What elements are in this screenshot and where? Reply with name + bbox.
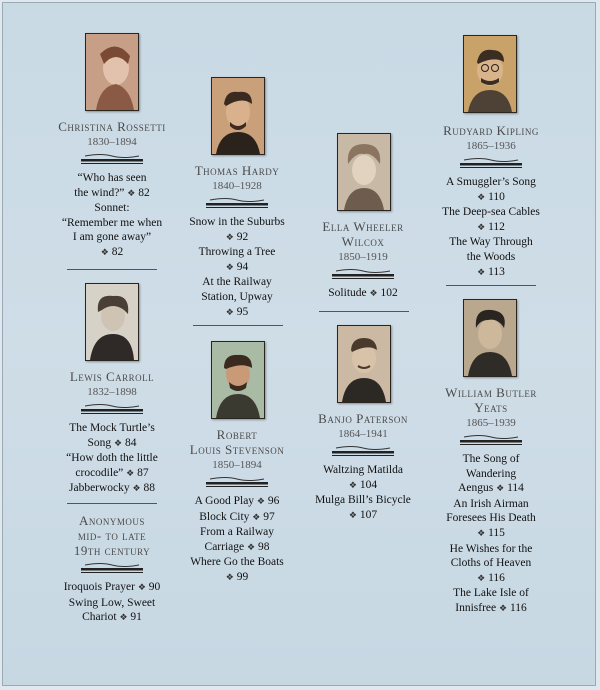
poem-list bbox=[45, 171, 179, 261]
poet-thomas-hardy bbox=[169, 163, 305, 320]
poem-entry[interactable] bbox=[421, 205, 561, 235]
poem-page: 99 bbox=[236, 570, 249, 583]
diamond-ornament-icon: ❖ bbox=[132, 484, 141, 495]
poet-name: Robert Louis Stevenson bbox=[189, 427, 285, 457]
diamond-ornament-icon: ❖ bbox=[498, 603, 508, 614]
diamond-ornament-icon: ❖ bbox=[247, 542, 256, 553]
poem-entry[interactable] bbox=[45, 451, 179, 481]
contents-page bbox=[2, 2, 596, 686]
ornamental-rule-icon bbox=[332, 268, 394, 280]
poem-page: 82 bbox=[111, 245, 124, 258]
section-divider bbox=[446, 285, 536, 286]
diamond-ornament-icon: ❖ bbox=[477, 222, 486, 233]
poem-entry[interactable] bbox=[421, 452, 561, 497]
diamond-ornament-icon: ❖ bbox=[100, 247, 109, 258]
poem-entry[interactable] bbox=[295, 463, 431, 493]
poet-name: Rudyard Kipling bbox=[443, 123, 539, 138]
rudyard-kipling-portrait bbox=[463, 35, 517, 113]
poem-page: 97 bbox=[263, 510, 275, 523]
diamond-ornament-icon: ❖ bbox=[225, 307, 234, 318]
poet-name: Lewis Carroll bbox=[69, 369, 155, 384]
section-divider bbox=[319, 311, 409, 312]
ornamental-rule-icon bbox=[81, 153, 143, 165]
poet-dates: 1865–1939 bbox=[466, 417, 516, 429]
diamond-ornament-icon: ❖ bbox=[126, 468, 135, 479]
poet-name: William Butler Yeats bbox=[445, 385, 537, 415]
poet-banjo-paterson bbox=[295, 411, 431, 523]
poem-page: 94 bbox=[236, 260, 249, 273]
thomas-hardy-portrait bbox=[211, 77, 265, 155]
poem-title: Where Go the Boats bbox=[190, 556, 284, 569]
poem-title: The Song of Wandering Aengus bbox=[458, 453, 520, 495]
poet-ella-wheeler-wilcox bbox=[295, 219, 431, 302]
diamond-ornament-icon: ❖ bbox=[477, 192, 486, 203]
poet-dates: 1832–1898 bbox=[87, 386, 137, 398]
poet-robert-louis-stevenson bbox=[169, 427, 305, 586]
diamond-ornament-icon: ❖ bbox=[119, 613, 128, 624]
poem-title: Swing Low, Sweet Chariot bbox=[68, 596, 156, 624]
poet-name: Thomas Hardy bbox=[194, 163, 280, 178]
poem-page: 114 bbox=[507, 482, 524, 495]
christina-rossetti-portrait bbox=[85, 33, 139, 111]
anonymous-section bbox=[45, 513, 179, 626]
poem-page: 110 bbox=[488, 190, 505, 203]
diamond-ornament-icon: ❖ bbox=[225, 232, 234, 243]
poem-title: A Smuggler’s Song bbox=[446, 176, 536, 188]
poem-page: 87 bbox=[137, 466, 149, 479]
poem-page: 92 bbox=[236, 230, 249, 243]
poem-list bbox=[295, 286, 431, 302]
poem-page: 95 bbox=[236, 305, 249, 318]
poem-page: 102 bbox=[380, 287, 398, 299]
diamond-ornament-icon: ❖ bbox=[348, 510, 357, 521]
diamond-ornament-icon: ❖ bbox=[477, 528, 486, 539]
poem-title: Waltzing Matilda bbox=[323, 464, 403, 476]
poem-title: An Irish Airman Foresees His Death bbox=[446, 497, 536, 525]
ornamental-rule-icon bbox=[206, 197, 268, 209]
poem-entry[interactable] bbox=[45, 580, 179, 596]
ornamental-rule-icon bbox=[460, 157, 522, 169]
diamond-ornament-icon: ❖ bbox=[348, 480, 357, 491]
ornamental-rule-icon bbox=[81, 403, 143, 415]
poem-title: “Who has seen the wind?” bbox=[74, 172, 147, 199]
poem-page: 107 bbox=[359, 508, 378, 521]
poem-entry[interactable] bbox=[295, 493, 431, 523]
poem-list bbox=[169, 215, 305, 320]
poem-list bbox=[45, 580, 179, 626]
ornamental-rule-icon bbox=[332, 445, 394, 457]
poem-page: 104 bbox=[359, 478, 378, 491]
poet-dates: 1864–1941 bbox=[338, 428, 388, 440]
poem-title: At the Railway Station, Upway bbox=[201, 276, 273, 303]
diamond-ornament-icon: ❖ bbox=[225, 262, 234, 273]
diamond-ornament-icon: ❖ bbox=[496, 484, 505, 495]
poem-page: 88 bbox=[143, 482, 155, 495]
poem-title: Block City bbox=[199, 510, 250, 523]
poem-entry[interactable] bbox=[45, 596, 179, 626]
poem-title: “How doth the little crocodile” bbox=[66, 452, 158, 479]
diamond-ornament-icon: ❖ bbox=[127, 188, 136, 199]
poet-name: Christina Rossetti bbox=[58, 119, 166, 134]
poem-title: Sonnet: “Remember me when I am gone away” bbox=[61, 202, 163, 244]
poem-entry[interactable] bbox=[45, 421, 179, 451]
poem-entry[interactable] bbox=[45, 201, 179, 260]
poem-entry[interactable] bbox=[169, 494, 305, 510]
diamond-ornament-icon: ❖ bbox=[225, 572, 234, 583]
poem-title: The Mock Turtle’s Song bbox=[69, 422, 155, 449]
william-butler-yeats-portrait bbox=[463, 299, 517, 377]
poem-page: 113 bbox=[488, 265, 505, 278]
poem-list bbox=[45, 421, 179, 497]
poem-title: From a Railway Carriage bbox=[199, 526, 275, 553]
poet-dates: 1850–1894 bbox=[212, 459, 262, 471]
poem-page: 90 bbox=[148, 581, 161, 593]
poet-dates: 1830–1894 bbox=[87, 136, 137, 148]
poem-title: Mulga Bill’s Bicycle bbox=[315, 494, 411, 507]
poem-title: Throwing a Tree bbox=[198, 246, 276, 259]
poet-name: Banjo Paterson bbox=[318, 411, 408, 426]
poet-dates: 1840–1928 bbox=[212, 180, 262, 192]
poet-rudyard-kipling bbox=[421, 123, 561, 280]
poem-page: 116 bbox=[509, 601, 527, 614]
diamond-ornament-icon: ❖ bbox=[137, 583, 146, 593]
poem-entry[interactable] bbox=[169, 555, 305, 585]
poet-name: Ella Wheeler Wilcox bbox=[322, 219, 404, 249]
poet-lewis-carroll bbox=[45, 369, 179, 497]
poem-entry[interactable] bbox=[169, 245, 305, 275]
poem-page: 84 bbox=[124, 436, 137, 449]
poem-entry[interactable] bbox=[45, 481, 179, 497]
ella-wheeler-wilcox-portrait bbox=[337, 133, 391, 211]
poem-title: The Lake Isle of Innisfree bbox=[453, 587, 529, 614]
poem-entry[interactable] bbox=[421, 586, 561, 616]
diamond-ornament-icon: ❖ bbox=[256, 497, 265, 507]
section-divider bbox=[67, 503, 157, 504]
poem-entry[interactable] bbox=[169, 215, 305, 245]
poem-title: He Wishes for the Cloths of Heaven bbox=[449, 542, 533, 570]
poet-william-butler-yeats bbox=[421, 385, 561, 617]
diamond-ornament-icon: ❖ bbox=[369, 289, 378, 299]
poem-entry[interactable] bbox=[45, 171, 179, 201]
poem-page: 91 bbox=[130, 611, 142, 624]
section-divider bbox=[193, 325, 283, 326]
poem-title: Snow in the Suburbs bbox=[189, 216, 285, 228]
poem-page: 116 bbox=[488, 571, 505, 584]
ornamental-rule-icon bbox=[81, 562, 143, 574]
poem-entry[interactable] bbox=[421, 497, 561, 542]
poem-list bbox=[421, 452, 561, 617]
diamond-ornament-icon: ❖ bbox=[477, 573, 486, 584]
lewis-carroll-portrait bbox=[85, 283, 139, 361]
poem-title: The Deep-sea Cables bbox=[442, 206, 540, 219]
poet-dates: 1850–1919 bbox=[338, 251, 388, 263]
poem-title: Solitude bbox=[328, 287, 367, 299]
poem-page: 112 bbox=[488, 220, 505, 233]
poem-list bbox=[169, 494, 305, 586]
robert-louis-stevenson-portrait bbox=[211, 341, 265, 419]
diamond-ornament-icon: ❖ bbox=[114, 438, 123, 449]
poem-page: 98 bbox=[257, 540, 270, 553]
poem-entry[interactable] bbox=[421, 235, 561, 280]
poem-entry[interactable] bbox=[421, 175, 561, 205]
poet-name: Anonymous mid- to late 19th century bbox=[73, 513, 151, 558]
banjo-paterson-portrait bbox=[337, 325, 391, 403]
poem-title: The Way Through the Woods bbox=[449, 236, 533, 263]
poem-page: 82 bbox=[138, 186, 150, 199]
poet-christina-rossetti bbox=[45, 119, 179, 261]
section-divider bbox=[67, 269, 157, 270]
poem-page: 96 bbox=[267, 495, 280, 507]
poem-list bbox=[421, 175, 561, 280]
diamond-ornament-icon: ❖ bbox=[252, 512, 261, 523]
poem-title: A Good Play bbox=[194, 495, 255, 507]
diamond-ornament-icon: ❖ bbox=[477, 267, 486, 278]
poet-dates: 1865–1936 bbox=[466, 140, 516, 152]
poem-list bbox=[295, 463, 431, 523]
poem-entry[interactable] bbox=[169, 510, 305, 526]
poem-entry[interactable] bbox=[169, 275, 305, 320]
poem-title: Jabberwocky bbox=[68, 482, 130, 495]
poem-title: Iroquois Prayer bbox=[63, 581, 135, 593]
ornamental-rule-icon bbox=[460, 434, 522, 446]
ornamental-rule-icon bbox=[206, 476, 268, 488]
poem-page: 115 bbox=[488, 526, 505, 539]
poem-entry[interactable] bbox=[169, 525, 305, 555]
poem-entry[interactable] bbox=[295, 286, 431, 302]
poem-entry[interactable] bbox=[421, 542, 561, 587]
